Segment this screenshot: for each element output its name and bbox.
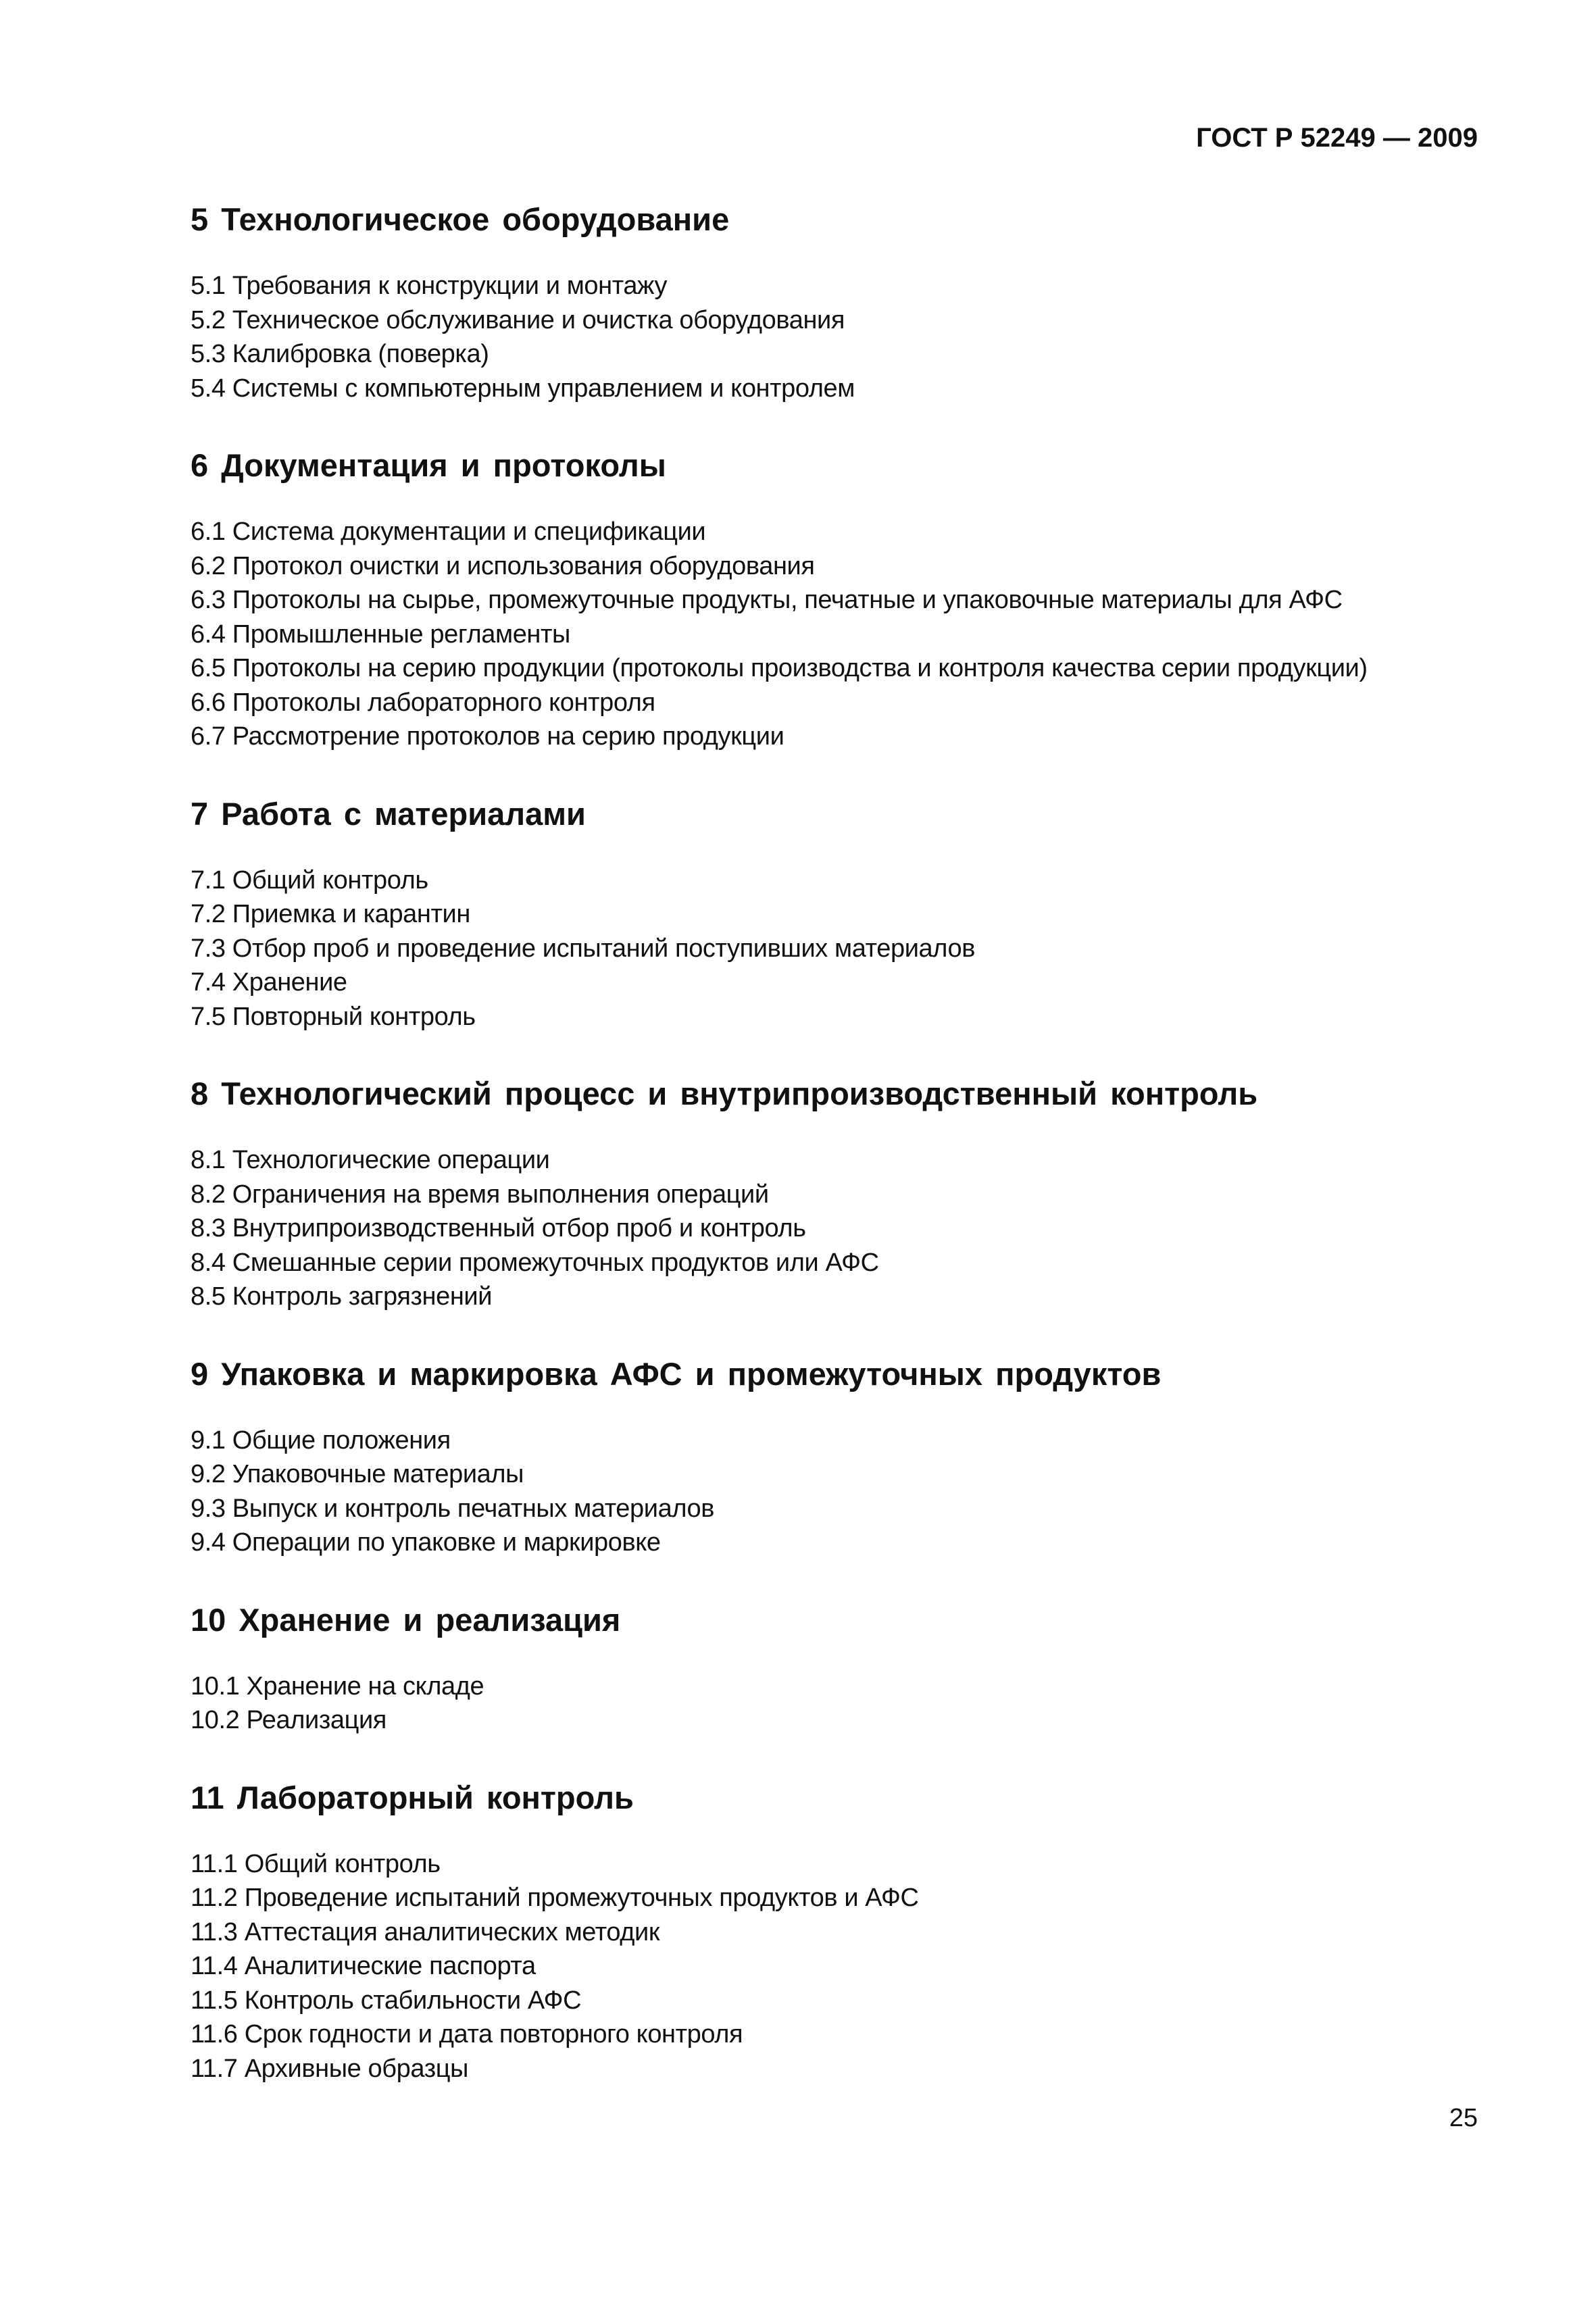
toc-item: 6.4 Промышленные регламенты	[191, 620, 570, 649]
toc-item: 9.1 Общие положения	[191, 1426, 451, 1455]
toc-section-9	[191, 1355, 1488, 1560]
toc-item: 11.5 Контроль стабильности АФС	[191, 1986, 582, 2015]
document-standard-code: ГОСТ Р 52249 — 2009	[1196, 123, 1478, 153]
table-of-contents	[191, 200, 1488, 2086]
toc-item: 11.4 Аналитические паспорта	[191, 1952, 536, 1980]
toc-item: 6.7 Рассмотрение протоколов на серию продукции	[191, 722, 784, 751]
section-title: 5 Технологическое оборудование	[191, 201, 730, 237]
toc-item: 6.3 Протоколы на сырье, промежуточные продукты, печатные и упаковочные материалы для АФС	[191, 586, 1343, 614]
toc-item: 9.4 Операции по упаковке и маркировке	[191, 1528, 661, 1557]
section-items	[191, 515, 1488, 754]
section-items	[191, 269, 1488, 405]
toc-item: 8.4 Смешанные серии промежуточных продуктов или АФС	[191, 1248, 879, 1277]
toc-item: 7.4 Хранение	[191, 968, 347, 997]
toc-item: 11.6 Срок годности и дата повторного контроля	[191, 2020, 743, 2048]
section-title: 6 Документация и протоколы	[191, 447, 666, 483]
toc-item: 11.2 Проведение испытаний промежуточных продуктов и АФС	[191, 1884, 919, 1912]
toc-section-10	[191, 1601, 1488, 1738]
toc-item: 6.6 Протоколы лабораторного контроля	[191, 688, 655, 717]
section-title: 8 Технологический процесс и внутрипроизводственный контроль	[191, 1076, 1258, 1111]
toc-item: 7.5 Повторный контроль	[191, 1002, 476, 1031]
section-items	[191, 1847, 1488, 2086]
section-title: 7 Работа с материалами	[191, 795, 586, 832]
toc-item: 8.2 Ограничения на время выполнения операций	[191, 1180, 769, 1209]
toc-item: 5.2 Техническое обслуживание и очистка оборудования	[191, 305, 845, 334]
toc-item: 8.5 Контроль загрязнений	[191, 1282, 493, 1311]
toc-item: 7.1 Общий контроль	[191, 865, 428, 895]
section-title: 11 Лабораторный контроль	[191, 1779, 634, 1815]
toc-item: 11.3 Аттестация аналитических методик	[191, 1917, 660, 1946]
section-title: 9 Упаковка и маркировка АФС и промежуточных продуктов	[191, 1355, 1162, 1392]
section-title: 10 Хранение и реализация	[191, 1601, 621, 1638]
toc-item: 11.7 Архивные образцы	[191, 2054, 468, 2083]
toc-section-11	[191, 1778, 1488, 2086]
toc-item: 5.4 Системы с компьютерным управлением и контролем	[191, 374, 855, 403]
toc-section-8	[191, 1074, 1488, 1314]
toc-item: 7.2 Приемка и карантин	[191, 900, 470, 928]
toc-item: 9.3 Выпуск и контроль печатных материалов	[191, 1494, 715, 1523]
toc-item: 6.5 Протоколы на серию продукции (протоколы производства и контроля качества серии продукции)	[191, 654, 1368, 682]
page-number: 25	[1449, 2104, 1478, 2132]
toc-section-7	[191, 795, 1488, 1034]
toc-item: 10.1 Хранение на складе	[191, 1671, 484, 1701]
toc-item: 8.3 Внутрипроизводственный отбор проб и контроль	[191, 1214, 806, 1242]
toc-item: 6.2 Протокол очистки и использования оборудования	[191, 551, 815, 580]
toc-item: 9.2 Упаковочные материалы	[191, 1460, 524, 1488]
toc-item: 5.1 Требования к конструкции и монтажу	[191, 272, 668, 300]
toc-item: 8.1 Технологические операции	[191, 1146, 550, 1174]
toc-item: 6.1 Система документации и спецификации	[191, 518, 706, 546]
section-items	[191, 1143, 1488, 1314]
toc-item: 11.1 Общий контроль	[191, 1849, 441, 1878]
toc-item: 7.3 Отбор проб и проведение испытаний поступивших материалов	[191, 934, 975, 963]
toc-section-5	[191, 200, 1488, 405]
toc-section-6	[191, 446, 1488, 754]
section-items	[191, 1424, 1488, 1560]
toc-item: 10.2 Реализация	[191, 1706, 386, 1734]
section-items	[191, 863, 1488, 1034]
section-items	[191, 1669, 1488, 1738]
toc-item: 5.3 Калибровка (поверка)	[191, 340, 489, 368]
